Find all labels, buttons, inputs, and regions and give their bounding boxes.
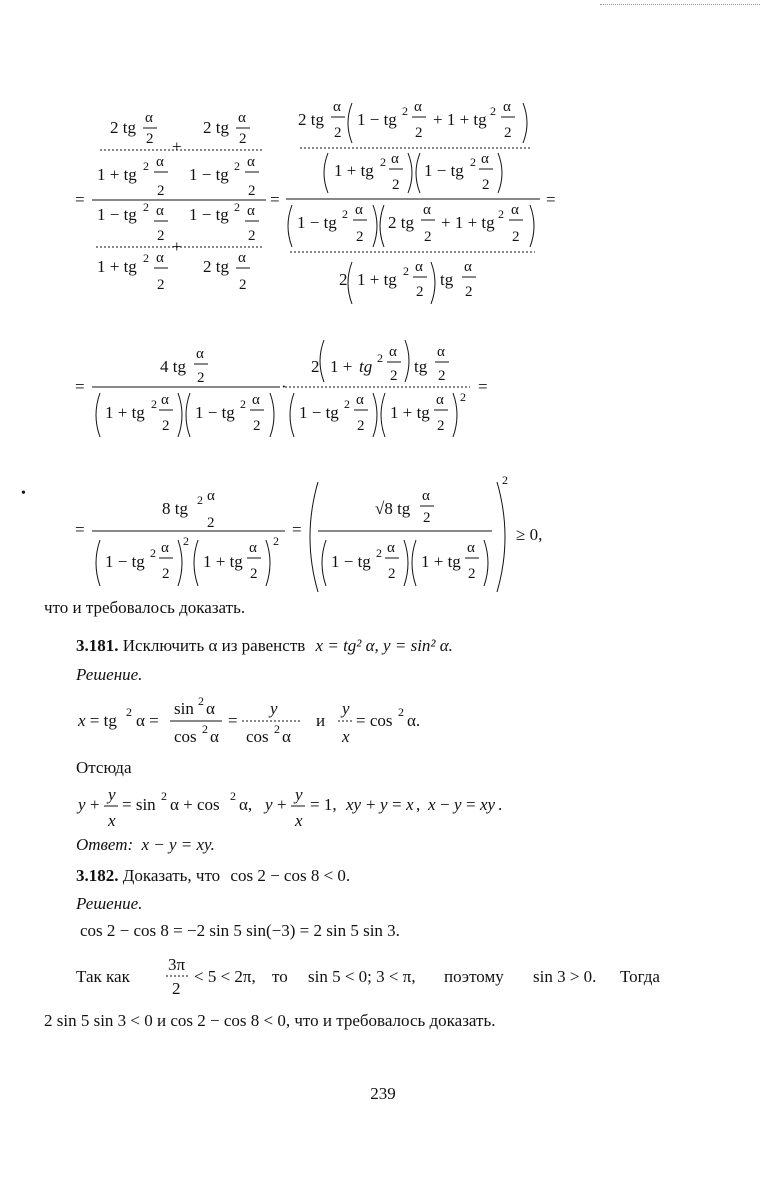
svg-text:2: 2 — [377, 351, 383, 365]
svg-text:= cos: = cos — [356, 711, 393, 730]
svg-text:α: α — [511, 202, 519, 218]
svg-text:2: 2 — [438, 368, 446, 384]
svg-text:2: 2 — [157, 183, 165, 199]
svg-text:2 tg: 2 tg — [110, 118, 136, 137]
svg-text:2: 2 — [207, 515, 215, 531]
svg-text:2: 2 — [356, 229, 364, 245]
svg-text:cos: cos — [246, 727, 269, 746]
svg-text:2: 2 — [143, 251, 149, 265]
svg-text:tg: tg — [414, 357, 428, 376]
svg-text:2: 2 — [157, 277, 165, 293]
svg-text:2 tg: 2 tg — [203, 257, 229, 276]
svg-text:=: = — [75, 377, 85, 396]
svg-text:2: 2 — [248, 183, 256, 199]
svg-text:2: 2 — [240, 397, 246, 411]
svg-text:2: 2 — [482, 177, 490, 193]
svg-text:α: α — [464, 259, 472, 275]
svg-text:α =: α = — [136, 711, 159, 730]
svg-text:1 − tg: 1 − tg — [97, 205, 137, 224]
svg-text:4 tg: 4 tg — [160, 357, 186, 376]
svg-text:2: 2 — [274, 722, 280, 736]
svg-text:1 − tg: 1 − tg — [297, 213, 337, 232]
svg-text:2: 2 — [376, 546, 382, 560]
formula-block-2 — [75, 340, 488, 437]
svg-text:+ 1 + tg: + 1 + tg — [441, 213, 495, 232]
svg-text:2: 2 — [230, 789, 236, 803]
svg-text:−: − — [440, 795, 450, 814]
svg-text:=: = — [270, 190, 280, 209]
problem-181-equation-1 — [70, 694, 490, 754]
svg-text:2: 2 — [183, 534, 189, 548]
svg-text:α: α — [247, 154, 255, 170]
formula-block-3 — [75, 473, 542, 592]
svg-text:=: = — [75, 190, 85, 209]
svg-text:y: y — [380, 795, 388, 814]
svg-text:2: 2 — [424, 229, 432, 245]
svg-text:=: = — [75, 520, 85, 539]
svg-text:2: 2 — [143, 200, 149, 214]
svg-text:α: α — [467, 540, 475, 556]
svg-text:+: + — [172, 237, 182, 256]
svg-text:2: 2 — [465, 284, 473, 300]
problem-181-number: 3.181. — [76, 636, 119, 655]
svg-text:y: y — [342, 699, 350, 718]
svg-text:1 + tg: 1 + tg — [334, 161, 374, 180]
svg-text:1 + tg: 1 + tg — [421, 552, 461, 571]
svg-text:α: α — [415, 259, 423, 275]
thus-word: Тогда — [620, 967, 660, 986]
svg-text:2: 2 — [197, 370, 205, 386]
then-word: то — [272, 967, 288, 986]
svg-text:α: α — [210, 727, 219, 746]
svg-text:α,: α, — [239, 795, 253, 814]
svg-text:2: 2 — [390, 368, 398, 384]
svg-text:2: 2 — [273, 534, 279, 548]
svg-text:√8 tg: √8 tg — [375, 499, 411, 518]
svg-text:y: y — [295, 786, 303, 804]
svg-text:1 − tg: 1 − tg — [299, 403, 339, 422]
svg-text:2: 2 — [468, 566, 476, 582]
svg-text:2: 2 — [126, 705, 132, 719]
svg-text:α: α — [356, 392, 364, 408]
svg-text:2: 2 — [172, 979, 181, 998]
answer-value: x − y = xy. — [141, 835, 215, 854]
svg-text:2: 2 — [239, 131, 247, 147]
svg-text:2: 2 — [470, 155, 476, 169]
svg-text:xy: xy — [480, 795, 496, 814]
svg-text:2: 2 — [334, 125, 342, 141]
svg-text:2: 2 — [402, 104, 408, 118]
svg-text:≥ 0,: ≥ 0, — [516, 525, 543, 544]
svg-text:2: 2 — [498, 207, 504, 221]
svg-text:2: 2 — [392, 177, 400, 193]
page-number: 239 — [370, 1084, 396, 1103]
svg-text:y: y — [108, 786, 116, 804]
svg-text:x: x — [428, 795, 436, 814]
svg-text:α: α — [503, 99, 511, 115]
inequality-3pi-over-2 — [158, 950, 278, 1002]
svg-text:2: 2 — [504, 125, 512, 141]
and-word-1: и — [316, 711, 326, 730]
svg-text:+ 1 + tg: + 1 + tg — [433, 110, 487, 129]
svg-text:+: + — [277, 795, 287, 814]
problem-182-condition: cos 2 − cos 8 < 0. — [230, 866, 351, 885]
svg-text:2: 2 — [197, 493, 203, 507]
svg-text:1 − tg: 1 − tg — [357, 110, 397, 129]
svg-text:α: α — [437, 344, 445, 360]
svg-text:+: + — [90, 795, 100, 814]
svg-text:x: x — [108, 811, 116, 830]
svg-text:2: 2 — [162, 566, 170, 582]
svg-text:α: α — [238, 250, 246, 266]
svg-text:= 1,: = 1, — [310, 795, 337, 814]
svg-text:α: α — [389, 344, 397, 360]
svg-text:α: α — [161, 392, 169, 408]
svg-text:2 tg: 2 tg — [203, 118, 229, 137]
svg-text:α: α — [161, 540, 169, 556]
svg-text:α: α — [252, 392, 260, 408]
svg-text:·: · — [281, 377, 287, 396]
svg-text:2 tg: 2 tg — [298, 110, 324, 129]
svg-text:α: α — [355, 202, 363, 218]
problem-181-heading — [76, 636, 453, 656]
svg-text:=: = — [478, 377, 488, 396]
svg-text:xy: xy — [346, 795, 362, 814]
svg-text:2: 2 — [460, 390, 466, 404]
svg-text:1 − tg: 1 − tg — [331, 552, 371, 571]
svg-text:1 − tg: 1 − tg — [195, 403, 235, 422]
svg-text:2: 2 — [234, 200, 240, 214]
svg-text:2: 2 — [250, 566, 258, 582]
svg-text:2: 2 — [157, 228, 165, 244]
svg-text:2: 2 — [248, 228, 256, 244]
svg-text:α: α — [249, 540, 257, 556]
svg-text:2: 2 — [437, 418, 445, 434]
svg-text:x = tg: x = tg — [78, 711, 117, 730]
svg-text:2: 2 — [143, 159, 149, 173]
svg-text:x: x — [406, 795, 414, 814]
svg-text:tg: tg — [359, 357, 373, 376]
svg-text:2: 2 — [344, 397, 350, 411]
svg-text:x: x — [342, 727, 350, 746]
svg-text:1 + tg: 1 + tg — [390, 403, 430, 422]
svg-text:2: 2 — [423, 510, 431, 526]
svg-text:=: = — [228, 711, 238, 730]
condition-sin3: sin 3 > 0. — [533, 967, 597, 986]
svg-text:+: + — [172, 137, 182, 156]
svg-text:x: x — [295, 811, 303, 830]
svg-text:y: y — [454, 795, 462, 814]
svg-text:2: 2 — [202, 722, 208, 736]
svg-text:1 − tg: 1 − tg — [189, 205, 229, 224]
problem-182-conclusion: 2 sin 5 sin 3 < 0 и cos 2 − cos 8 < 0, что и требовалось доказать. — [44, 1011, 496, 1030]
svg-text:2: 2 — [398, 705, 404, 719]
svg-text:α: α — [391, 151, 399, 167]
svg-text:2: 2 — [380, 155, 386, 169]
therefore-word: поэтому — [444, 967, 504, 986]
svg-text:α: α — [423, 202, 431, 218]
svg-text:2: 2 — [151, 397, 157, 411]
svg-text:α: α — [436, 392, 444, 408]
svg-text:=: = — [392, 795, 402, 814]
svg-text:2: 2 — [342, 207, 348, 221]
svg-text:cos: cos — [174, 727, 197, 746]
svg-text:2: 2 — [150, 546, 156, 560]
svg-text:α: α — [247, 203, 255, 219]
formula-block-1-left — [75, 110, 266, 293]
svg-text:α: α — [422, 488, 430, 504]
svg-text:y: y — [78, 795, 86, 814]
condition-sin5: sin 5 < 0; 3 < π, — [308, 967, 416, 986]
svg-text:α: α — [414, 99, 422, 115]
svg-text:1 + tg: 1 + tg — [357, 270, 397, 289]
svg-text:,: , — [416, 795, 421, 814]
svg-text:2: 2 — [239, 277, 247, 293]
svg-text:1 + tg: 1 + tg — [105, 403, 145, 422]
problem-182-heading — [76, 866, 350, 886]
svg-text:2: 2 — [388, 566, 396, 582]
svg-text:α: α — [238, 110, 246, 126]
svg-text:2: 2 — [253, 418, 261, 434]
svg-text:α: α — [156, 154, 164, 170]
svg-text:α: α — [387, 540, 395, 556]
problem-182-step-1: cos 2 − cos 8 = −2 sin 5 sin(−3) = 2 sin 5 sin 3. — [80, 921, 400, 940]
svg-text:α: α — [196, 346, 204, 362]
svg-text:1 − tg: 1 − tg — [189, 165, 229, 184]
svg-text:2: 2 — [357, 418, 365, 434]
svg-text:2: 2 — [146, 131, 154, 147]
svg-text:1 − tg: 1 − tg — [424, 161, 464, 180]
svg-text:1 + tg: 1 + tg — [97, 257, 137, 276]
svg-text:2: 2 — [311, 357, 320, 376]
svg-text:1 + tg: 1 + tg — [203, 552, 243, 571]
problem-181-statement: Исключить α из равенств — [122, 636, 306, 655]
problem-181-condition: x = tg² α, y = sin² α. — [315, 636, 453, 655]
svg-text:2: 2 — [161, 789, 167, 803]
problem-182-statement: Доказать, что — [122, 866, 221, 885]
svg-text:2: 2 — [502, 473, 508, 487]
problem-181-equation-2 — [70, 786, 550, 834]
svg-text:2: 2 — [512, 229, 520, 245]
svg-text:2: 2 — [198, 694, 204, 708]
svg-text:= sin: = sin — [122, 795, 156, 814]
svg-text:1 − tg: 1 − tg — [105, 552, 145, 571]
problem-182-number: 3.182. — [76, 866, 119, 885]
svg-text:α: α — [206, 699, 215, 718]
svg-text:3π: 3π — [168, 955, 186, 974]
svg-text:α + cos: α + cos — [170, 795, 220, 814]
svg-text:α: α — [207, 488, 215, 504]
since-word: Так как — [76, 967, 130, 986]
svg-text:α: α — [145, 110, 153, 126]
svg-text:8 tg: 8 tg — [162, 499, 188, 518]
svg-text:tg: tg — [440, 270, 454, 289]
svg-text:α: α — [282, 727, 291, 746]
svg-text:2 tg: 2 tg — [388, 213, 414, 232]
svg-text:=: = — [546, 190, 556, 209]
svg-text:α: α — [156, 203, 164, 219]
svg-text:2: 2 — [339, 270, 348, 289]
problem-182-solution-label: Решение. — [76, 894, 143, 913]
formula-block-1-right — [286, 99, 556, 304]
svg-text:y: y — [265, 795, 273, 814]
svg-text:1 + tg: 1 + tg — [97, 165, 137, 184]
from-here-label: Отсюда — [76, 758, 132, 777]
svg-text:α: α — [333, 99, 341, 115]
svg-text:1 +: 1 + — [330, 357, 353, 376]
problem-181-solution-label: Решение. — [76, 665, 143, 684]
svg-text:2: 2 — [490, 104, 496, 118]
svg-text:•: • — [21, 486, 26, 501]
svg-text:α: α — [481, 151, 489, 167]
svg-text:< 5 < 2π,: < 5 < 2π, — [194, 967, 256, 986]
svg-text:α: α — [156, 250, 164, 266]
svg-text:.: . — [498, 795, 503, 814]
svg-text:sin: sin — [174, 699, 194, 718]
svg-text:=: = — [466, 795, 476, 814]
svg-text:2: 2 — [403, 264, 409, 278]
svg-text:=: = — [292, 520, 302, 539]
problem-181-answer — [76, 835, 215, 855]
answer-label: Ответ: — [76, 835, 134, 854]
svg-text:y: y — [270, 699, 278, 718]
conclusion-line: что и требовалось доказать. — [44, 598, 246, 617]
svg-text:2: 2 — [162, 418, 170, 434]
svg-text:2: 2 — [415, 125, 423, 141]
svg-text:2: 2 — [234, 159, 240, 173]
svg-text:+: + — [366, 795, 376, 814]
svg-text:α.: α. — [407, 711, 421, 730]
svg-text:2: 2 — [416, 284, 424, 300]
